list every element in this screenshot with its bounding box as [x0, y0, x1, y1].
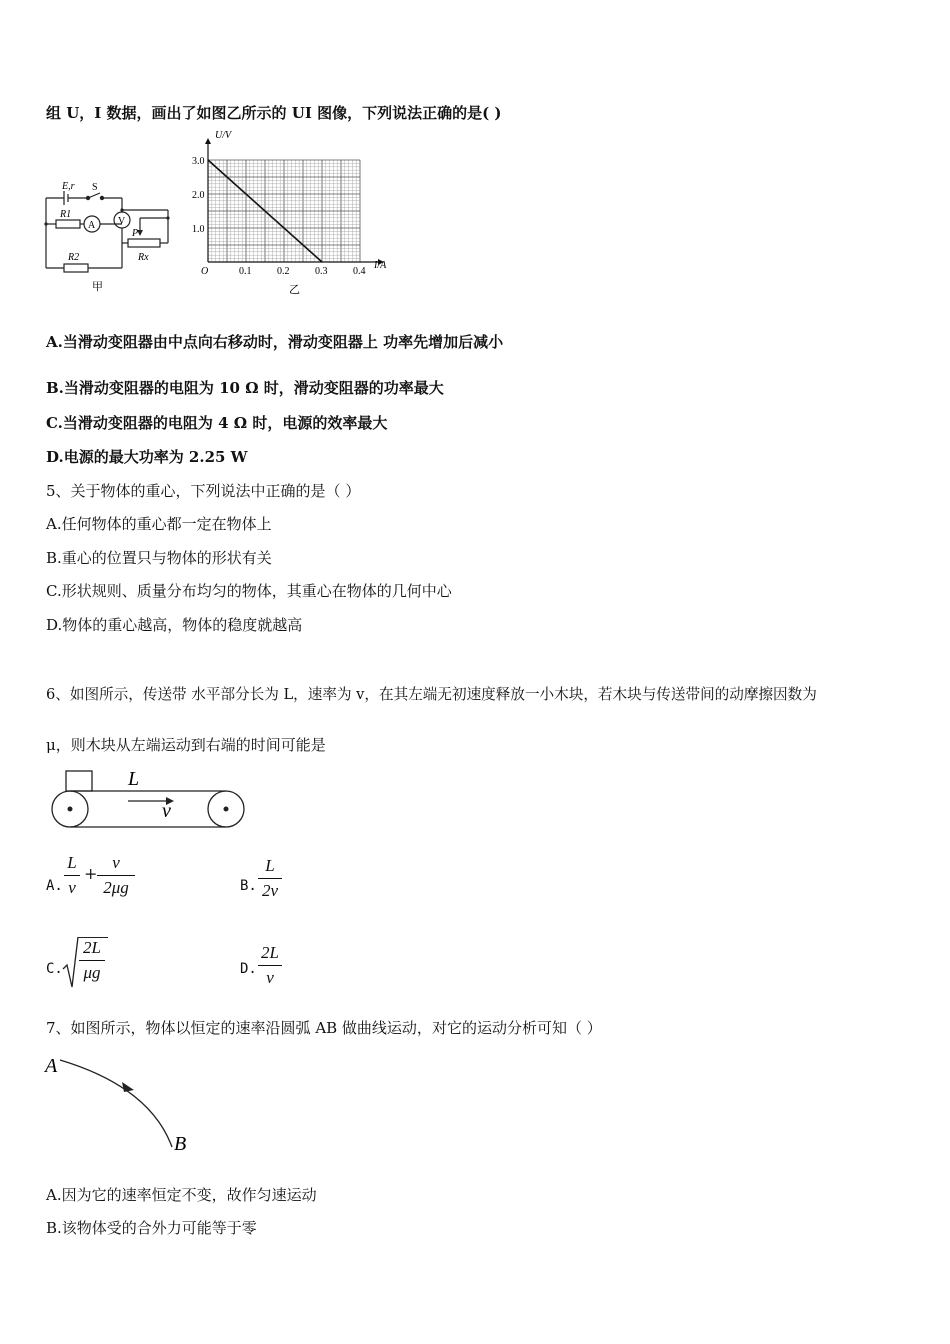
label-source: E,r — [62, 181, 75, 192]
q6-option-d-fraction — [258, 942, 282, 989]
q6-c-den: μg — [83, 963, 101, 982]
label-ammeter: A — [88, 220, 96, 231]
label-p: P — [132, 228, 139, 239]
q6-option-a-label: A. — [46, 878, 63, 894]
q6-b-den: 2v — [261, 881, 279, 900]
label-voltmeter: V — [118, 216, 126, 227]
q6-option-c-label: C. — [46, 961, 63, 977]
y-tick-label: 1.0 — [192, 224, 205, 235]
arc-ab-diagram — [40, 1052, 200, 1157]
label-switch: S — [92, 182, 98, 193]
y-axis-arrow — [205, 138, 211, 144]
label-length: L — [128, 768, 140, 790]
label-rx: Rx — [138, 252, 149, 263]
q6-b-num: L — [265, 856, 275, 875]
q6-d-num: 2L — [261, 943, 279, 962]
x-tick-label: 0.4 — [353, 266, 366, 277]
q6-a-num1: L — [67, 853, 77, 872]
q6-option-a-fraction-1 — [64, 852, 80, 899]
q6-option-d-label: D. — [240, 961, 257, 977]
y-axis-label: U/V — [215, 130, 232, 141]
q6-a-num2: v — [112, 853, 120, 872]
q6-option-a-plus: + — [84, 864, 98, 883]
q5-option-c: C.形状规则、质量分布均匀的物体，其重心在物体的几何中心 — [46, 582, 452, 600]
q6-option-c-fraction — [79, 937, 105, 984]
y-tick-label: 3.0 — [192, 156, 205, 167]
x-tick-label: 0.2 — [277, 266, 290, 277]
label-b: B — [174, 1133, 187, 1155]
graph-axes — [205, 138, 384, 265]
graph-caption: 乙 — [289, 284, 300, 296]
graph-grid — [208, 160, 360, 262]
q6-c-num: 2L — [83, 938, 101, 957]
ui-graph — [188, 128, 398, 298]
circuit-caption: 甲 — [92, 281, 103, 293]
label-r1: R1 — [60, 209, 72, 220]
q4-option-c: C.当滑动变阻器的电阻为 4 Ω 时，电源的效率最大 — [46, 414, 388, 432]
q5-stem: 5、关于物体的重心，下列说法中正确的是（ ） — [46, 482, 361, 500]
x-tick-label: 0.3 — [315, 266, 328, 277]
q6-stem-line1: 6、如图所示，传送带 水平部分长为 L，速率为 v，在其左端无初速度释放一小木块，若木块与传送带间的动摩擦因数为 — [46, 686, 817, 703]
q5-option-b: B.重心的位置只与物体的形状有关 — [46, 549, 272, 567]
q4-stem: 组 U，I 数据，画出了如图乙所示的 UI 图像，下列说法正确的是( ) — [46, 104, 502, 122]
x-axis-label: I/A — [374, 260, 387, 271]
q6-a-den2: 2μg — [103, 878, 129, 897]
q6-stem-line2: μ，则木块从左端运动到右端的时间可能是 — [46, 736, 326, 754]
q7-option-b: B.该物体受的合外力可能等于零 — [46, 1219, 257, 1237]
q6-option-b-fraction — [258, 855, 282, 902]
q6-a-den1: v — [68, 878, 76, 897]
q4-option-a: A.当滑动变阻器由中点向右移动时，滑动变阻器上 功率先增加后减小 — [46, 333, 504, 351]
label-r2: R2 — [68, 252, 80, 263]
q7-option-a: A.因为它的速率恒定不变，故作匀速运动 — [46, 1186, 317, 1204]
circuit-diagram — [40, 178, 180, 293]
q5-option-d: D.物体的重心越高，物体的稳度就越高 — [46, 616, 303, 634]
q7-stem: 7、如图所示，物体以恒定的速率沿圆弧 AB 做曲线运动，对它的运动分析可知（ ） — [46, 1019, 602, 1037]
q4-option-d: D.电源的最大功率为 2.25 W — [46, 448, 248, 466]
label-velocity: v — [162, 800, 171, 822]
graph-origin: O — [201, 266, 209, 277]
sqrt-symbol — [62, 935, 80, 989]
q5-option-a: A.任何物体的重心都一定在物体上 — [46, 515, 272, 533]
label-a: A — [45, 1055, 58, 1077]
q6-option-a-fraction-2 — [97, 852, 135, 899]
x-tick-label: 0.1 — [239, 266, 252, 277]
q6-d-den: v — [266, 968, 274, 987]
y-tick-label: 2.0 — [192, 190, 205, 201]
q4-option-b: B.当滑动变阻器的电阻为 10 Ω 时，滑动变阻器的功率最大 — [46, 379, 444, 397]
graph-ticks — [192, 156, 366, 277]
q6-option-b-label: B. — [240, 878, 257, 894]
conveyor-belt-diagram — [44, 766, 254, 836]
